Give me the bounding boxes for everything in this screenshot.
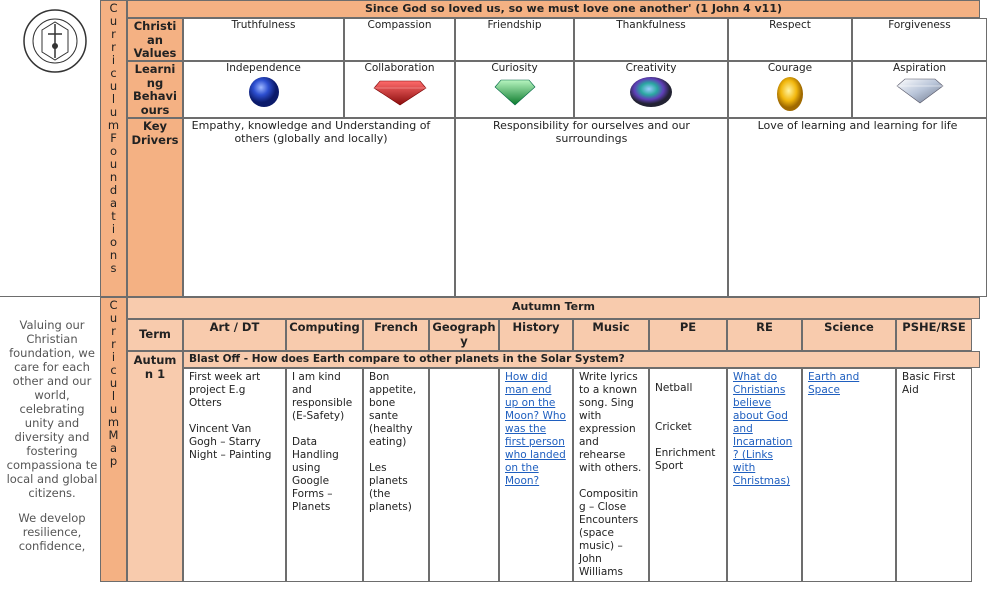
ruby-icon xyxy=(372,75,428,107)
topaz-icon xyxy=(775,75,805,113)
subject-geography: Geograph y xyxy=(429,319,499,351)
key-driver-responsibility: Responsibility for ourselves and our surroundings xyxy=(455,118,728,297)
behaviour-collaboration-label: Collaboration xyxy=(364,62,435,74)
map-vertical-letter: r xyxy=(111,337,116,351)
pe-line-4 xyxy=(655,434,721,447)
re-link[interactable]: What do Christians believe about God and Incarnation ? (Links with Christmas) xyxy=(733,371,793,487)
foundations-vertical-letter: d xyxy=(109,183,118,197)
foundations-vertical-letter: i xyxy=(111,222,116,236)
foundations-vertical-letter: a xyxy=(109,196,118,210)
subject-re: RE xyxy=(727,319,802,351)
computing-line-3: Data Handling using Google Forms – Planets xyxy=(292,436,339,513)
behaviour-aspiration xyxy=(852,61,987,118)
foundations-vertical-letter: s xyxy=(110,261,117,275)
music-line-1: Write lyrics to a known song. Sing with expression and rehearse with others. xyxy=(579,371,642,474)
foundations-vertical-letter: c xyxy=(110,66,117,80)
subject-music: Music xyxy=(573,319,649,351)
subject-computing: Computing xyxy=(286,319,363,351)
map-vertical-letter: M xyxy=(108,428,119,442)
map-vertical-letter: i xyxy=(111,350,116,364)
left-upper-divider xyxy=(0,296,100,297)
map-vertical-letter: u xyxy=(109,402,118,416)
french-line-1: Bon appetite, bone sante (healthy eating) xyxy=(369,371,417,448)
key-driver-empathy: Empathy, knowledge and Understanding of others (globally and locally) xyxy=(183,118,455,297)
pe-line-1: Netball xyxy=(655,382,693,394)
history-cell xyxy=(499,368,573,582)
computing-cell xyxy=(286,368,363,582)
ethos-text xyxy=(6,318,98,553)
banner: Since God so loved us, so we must love one another' (1 John 4 v11) xyxy=(127,0,980,18)
re-cell xyxy=(727,368,802,582)
foundations-vertical-letter: o xyxy=(109,235,118,249)
subject-french: French xyxy=(363,319,429,351)
behaviour-creativity-label: Creativity xyxy=(625,62,677,74)
autumn-1-topic: Blast Off - How does Earth compare to other planets in the Solar System? xyxy=(183,351,980,368)
science-link[interactable]: Earth and Space xyxy=(808,371,860,396)
subject-history: History xyxy=(499,319,573,351)
behaviour-aspiration-label: Aspiration xyxy=(892,62,947,74)
behaviour-collaboration xyxy=(344,61,455,118)
behaviour-courage xyxy=(728,61,852,118)
foundations-vertical-letter: n xyxy=(109,248,118,262)
art-line-1: First week art project E.g Otters xyxy=(189,371,261,409)
music-line-3: Compositin g – Close Encounters (space music) – John Williams xyxy=(579,488,639,578)
map-vertical-letter: m xyxy=(107,415,120,429)
curriculum-map-strip xyxy=(100,297,127,582)
foundations-vertical-letter: u xyxy=(109,79,118,93)
key-driver-love-of-learning: Love of learning and learning for life xyxy=(728,118,987,297)
autumn-term-title: Autumn Term xyxy=(127,297,980,319)
map-vertical-letter: l xyxy=(111,389,116,403)
subject-pe: PE xyxy=(649,319,727,351)
map-vertical-letter: p xyxy=(109,454,118,468)
foundations-vertical-letter: i xyxy=(111,53,116,67)
pe-line-3: Cricket xyxy=(655,421,692,433)
art-line-2 xyxy=(189,410,280,423)
foundations-vertical-letter: u xyxy=(109,157,118,171)
foundations-vertical-letter: m xyxy=(107,118,120,132)
pshe-rse-cell: Basic First Aid xyxy=(896,368,972,582)
opal-icon xyxy=(628,75,674,109)
sapphire-icon xyxy=(247,75,281,109)
foundations-vertical-letter: n xyxy=(109,170,118,184)
subject-pshe-rse: PSHE/RSE xyxy=(896,319,972,351)
ethos-paragraph-2: We develop resilience, confidence, xyxy=(18,511,86,553)
behaviour-creativity xyxy=(574,61,728,118)
behaviour-independence-label: Independence xyxy=(226,62,301,74)
french-line-3: Les planets (the planets) xyxy=(369,462,412,513)
geography-cell xyxy=(429,368,499,582)
subject-art-dt: Art / DT xyxy=(183,319,286,351)
value-forgiveness: Forgiveness xyxy=(852,18,987,61)
key-drivers-label: Key Drivers xyxy=(127,118,183,297)
emerald-icon xyxy=(493,75,537,107)
map-vertical-letter: u xyxy=(109,311,118,325)
map-vertical-letter: c xyxy=(110,363,117,377)
behaviour-independence xyxy=(183,61,344,118)
value-compassion: Compassion xyxy=(344,18,455,61)
foundations-vertical-letter: t xyxy=(111,209,116,223)
map-vertical-letter: u xyxy=(109,376,118,390)
value-friendship: Friendship xyxy=(455,18,574,61)
behaviour-curiosity xyxy=(455,61,574,118)
foundations-vertical-letter: C xyxy=(109,1,118,15)
music-line-2 xyxy=(579,475,643,488)
ethos-paragraph-1: Valuing our Christian foundation, we care for each other and our world, celebrating unity and diversity and fostering compassiona te local and global citizens. xyxy=(6,318,98,500)
school-logo xyxy=(22,8,88,74)
computing-line-2 xyxy=(292,423,357,436)
pe-cell xyxy=(649,368,727,582)
french-cell xyxy=(363,368,429,582)
art-line-3: Vincent Van Gogh – Starry Night – Painting xyxy=(189,423,272,461)
foundations-vertical-letter: F xyxy=(110,131,117,145)
history-link[interactable]: How did man end up on the Moon? Who was the first person who landed on the Moon? xyxy=(505,371,566,487)
behaviour-courage-label: Courage xyxy=(767,62,813,74)
foundations-vertical-letter: o xyxy=(109,144,118,158)
behaviour-curiosity-label: Curiosity xyxy=(491,62,538,74)
subject-science: Science xyxy=(802,319,896,351)
map-vertical-letter: a xyxy=(109,441,118,455)
french-line-2 xyxy=(369,449,423,462)
pe-line-2 xyxy=(655,395,721,421)
learning-behaviours-label: Learni ng Behavi ours xyxy=(127,61,183,118)
autumn-1-label: Autum n 1 xyxy=(127,351,183,582)
foundations-vertical-letter: u xyxy=(109,105,118,119)
value-truthfulness: Truthfulness xyxy=(183,18,344,61)
foundations-vertical-letter: u xyxy=(109,14,118,28)
foundations-vertical-letter: l xyxy=(111,92,116,106)
computing-line-1: I am kind and responsible (E-Safety) xyxy=(292,371,353,422)
art-dt-cell xyxy=(183,368,286,582)
foundations-vertical-letter: r xyxy=(111,40,116,54)
music-cell xyxy=(573,368,649,582)
foundations-vertical-letter: r xyxy=(111,27,116,41)
term-label: Term xyxy=(127,319,183,351)
value-respect: Respect xyxy=(728,18,852,61)
diamond-icon xyxy=(895,75,945,105)
curriculum-foundations-strip xyxy=(100,0,127,297)
christian-values-label: Christi an Values xyxy=(127,18,183,61)
map-vertical-letter: r xyxy=(111,324,116,338)
map-vertical-letter: C xyxy=(109,298,118,312)
value-thankfulness: Thankfulness xyxy=(574,18,728,61)
science-cell xyxy=(802,368,896,582)
pe-line-5: Enrichment Sport xyxy=(655,447,716,472)
